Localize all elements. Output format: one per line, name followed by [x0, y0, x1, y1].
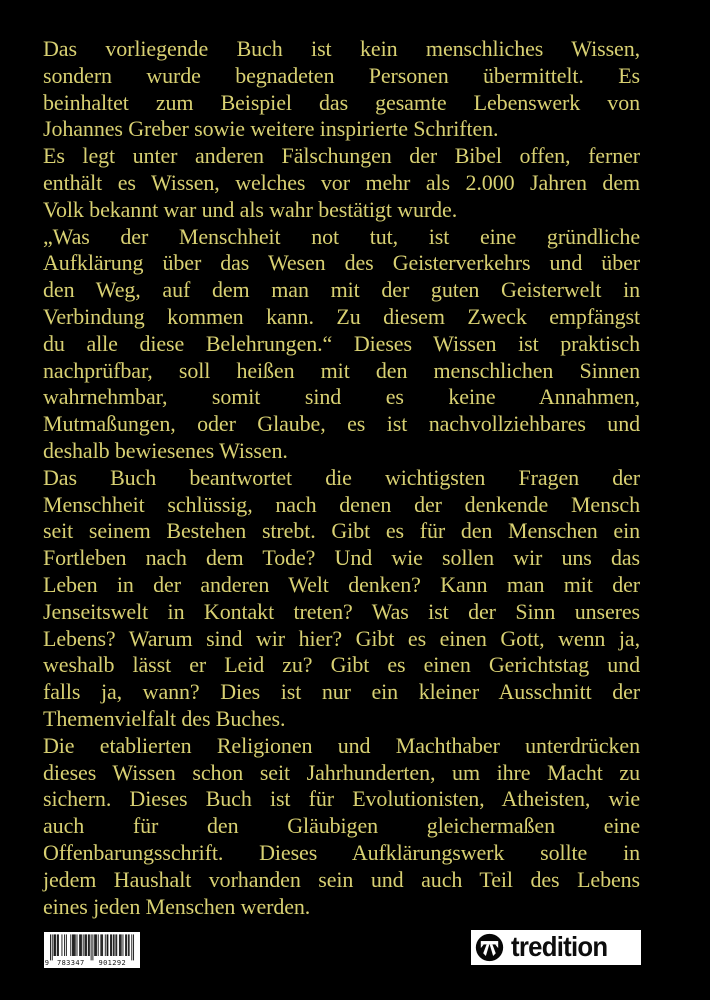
- text-line: Die etablierten Religionen und Machthaber unterdrücken: [43, 732, 640, 758]
- text-line: Verbindung kommen kann. Zu diesem Zweck empfängst: [43, 303, 640, 329]
- text-line: Es legt unter anderen Fälschungen der Bibel offen, ferner: [43, 143, 640, 169]
- text-line: jedem Haushalt vorhanden sein und auch Teil des Lebens: [43, 866, 640, 892]
- text-line: Volk bekannt war und als wahr bestätigt wurde.: [43, 196, 458, 222]
- text-line: Offenbarungsschrift. Dieses Aufklärungswerk sollte in: [43, 839, 640, 865]
- barcode-digit-group-3: 901292: [98, 959, 127, 968]
- text-line: Mutmaßungen, oder Glaube, es ist nachvollziehbares und: [43, 411, 640, 437]
- isbn-barcode: [44, 932, 140, 968]
- text-line: Fortleben nach dem Tode? Und wie sollen wir uns das: [43, 545, 640, 571]
- back-cover-text: [43, 36, 640, 920]
- barcode-digit-group-2: 783347: [56, 959, 85, 968]
- text-line: weshalb lässt er Leid zu? Gibt es einen Gerichtstag und: [43, 652, 640, 678]
- text-line: beinhaltet zum Beispiel das gesamte Lebenswerk von: [43, 89, 640, 115]
- text-line: „Was der Menschheit not tut, ist eine gründliche: [43, 223, 640, 249]
- text-line: sondern wurde begnadeten Personen übermittelt. Es: [43, 62, 640, 88]
- ean13-barcode: [44, 932, 140, 968]
- tredition-t-icon: [475, 933, 504, 962]
- text-line: auch für den Gläubigen gleichermaßen eine: [43, 813, 640, 839]
- barcode-digit-group-1: 9: [44, 959, 50, 968]
- text-line: wahrnehmbar, somit sind es keine Annahmen,: [43, 384, 640, 410]
- text-line: Das vorliegende Buch ist kein menschliches Wissen,: [43, 36, 640, 61]
- text-line: sichern. Dieses Buch ist für Evolutionisten, Atheisten, wie: [43, 786, 640, 812]
- text-line: Themenvielfalt des Buches.: [43, 705, 286, 731]
- text-line: falls ja, wann? Dies ist nur ein kleiner Ausschnitt der: [43, 679, 640, 705]
- publisher-logo: [471, 930, 641, 965]
- text-line: Menschheit schlüssig, nach denen der denkende Mensch: [43, 491, 640, 517]
- text-line: deshalb bewiesenes Wissen.: [43, 437, 288, 463]
- text-line: enthält es Wissen, welches vor mehr als 2.000 Jahren dem: [43, 169, 640, 195]
- text-line: Aufklärung über das Wesen des Geisterverkehrs und über: [43, 250, 640, 276]
- text-line: Leben in der anderen Welt denken? Kann man mit der: [43, 571, 640, 597]
- publisher-name: tredition: [511, 930, 608, 962]
- text-line: seit seinem Bestehen strebt. Gibt es für den Menschen ein: [43, 518, 640, 544]
- text-line: dieses Wissen schon seit Jahrhunderten, um ihre Macht zu: [43, 759, 640, 785]
- text-line: Jenseitswelt in Kontakt treten? Was ist der Sinn unseres: [43, 598, 640, 624]
- text-line: Lebens? Warum sind wir hier? Gibt es einen Gott, wenn ja,: [43, 625, 640, 651]
- text-line: eines jeden Menschen werden.: [43, 893, 311, 919]
- text-line: Das Buch beantwortet die wichtigsten Fragen der: [43, 464, 640, 490]
- text-line: du alle diese Belehrungen.“ Dieses Wissen ist praktisch: [43, 330, 640, 356]
- text-line: den Weg, auf dem man mit der guten Geisterwelt in: [43, 277, 640, 303]
- text-line: nachprüfbar, soll heißen mit den menschlichen Sinnen: [43, 357, 640, 383]
- text-line: Johannes Greber sowie weitere inspirierte Schriften.: [43, 116, 499, 142]
